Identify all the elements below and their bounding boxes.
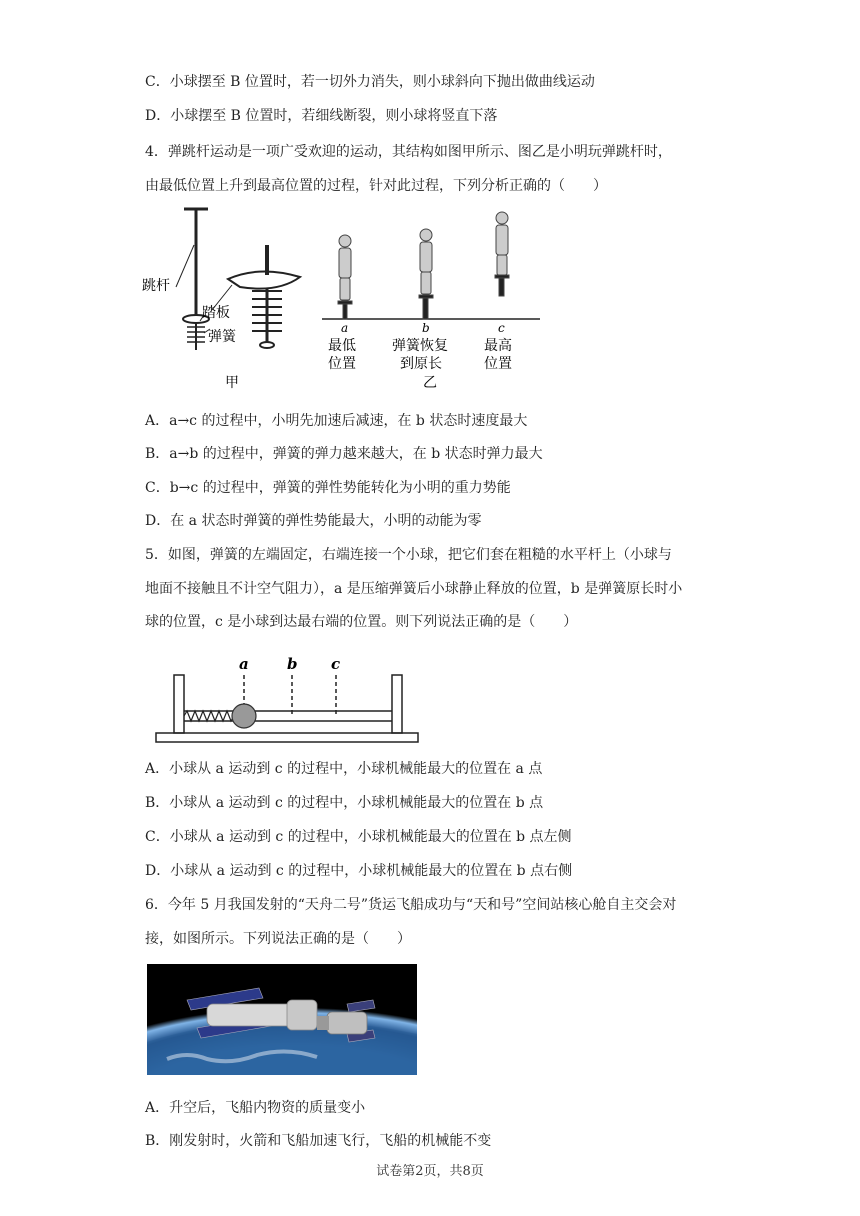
q3-option-c: C．小球摆至 B 位置时，若一切外力消失，则小球斜向下抛出做曲线运动 [145, 74, 595, 90]
person-position-b [419, 229, 433, 319]
caption-yi: 乙 [423, 375, 437, 391]
pogo-stick-diagram [176, 209, 300, 350]
pos-c-line1: 最高 [484, 338, 512, 354]
person-position-a [338, 235, 352, 319]
person-position-c [495, 212, 509, 296]
pos-a-letter: a [341, 321, 349, 335]
q4-option-a: A．a→c 的过程中，小明先加速后减速，在 b 状态时速度最大 [145, 413, 528, 429]
q4-option-c: C．b→c 的过程中，弹簧的弹性势能转化为小明的重力势能 [145, 480, 511, 496]
q6-option-a: A．升空后，飞船内物资的质量变小 [145, 1100, 366, 1116]
pos-b-line1: 弹簧恢复 [392, 338, 448, 354]
label-pedal: 踏板 [202, 305, 230, 321]
q5-stem-line3: 球的位置，c 是小球到达最右端的位置。则下列说法正确的是（ ） [145, 614, 578, 630]
q5-option-b: B．小球从 a 运动到 c 的过程中，小球机械能最大的位置在 b 点 [145, 795, 544, 811]
q5-option-d: D．小球从 a 运动到 c 的过程中，小球机械能最大的位置在 b 点右侧 [145, 863, 573, 879]
pos-c-letter: c [498, 321, 505, 335]
space-station-photo [147, 964, 417, 1075]
q5-spring-diagram [150, 645, 420, 745]
point-a-label: a [239, 655, 249, 673]
pos-b-letter: b [422, 321, 430, 335]
point-c-label: c [331, 655, 341, 673]
q4-option-d: D．在 a 状态时弹簧的弹性势能最大，小明的动能为零 [145, 513, 482, 529]
q5-option-c: C．小球从 a 运动到 c 的过程中，小球机械能最大的位置在 b 点左侧 [145, 829, 572, 845]
pos-b-line2: 到原长 [400, 356, 442, 372]
q5-option-a: A．小球从 a 运动到 c 的过程中，小球机械能最大的位置在 a 点 [145, 761, 543, 777]
label-rod: 跳杆 [142, 278, 170, 294]
label-spring: 弹簧 [208, 329, 236, 345]
page-footer: 试卷第2页，共8页 [376, 1164, 484, 1179]
ball [232, 704, 256, 728]
pos-a-line1: 最低 [328, 338, 356, 354]
q5-stem-line2: 地面不接触且不计空气阻力），a 是压缩弹簧后小球静止释放的位置，b 是弹簧原长时小 [145, 581, 683, 597]
q4-option-b: B．a→b 的过程中，弹簧的弹力越来越大，在 b 状态时弹力最大 [145, 446, 543, 462]
pos-c-line2: 位置 [484, 356, 512, 372]
q4-stem-line2: 由最低位置上升到最高位置的过程，针对此过程，下列分析正确的（ ） [145, 178, 607, 194]
pos-a-line2: 位置 [328, 356, 356, 372]
q3-option-d: D．小球摆至 B 位置时，若细线断裂，则小球将竖直下落 [145, 108, 498, 124]
q4-stem-line1: 4．弹跳杆运动是一项广受欢迎的运动，其结构如图甲所示、图乙是小明玩弹跳杆时， [145, 144, 672, 160]
q6-stem-line1: 6．今年 5 月我国发射的“天舟二号”货运飞船成功与“天和号”空间站核心舱自主交会对 [145, 897, 677, 913]
q6-stem-line2: 接，如图所示。下列说法正确的是（ ） [145, 931, 411, 947]
q4-figure [140, 205, 550, 395]
q5-stem-line1: 5．如图，弹簧的左端固定，右端连接一个小球，把它们套在粗糙的水平杆上（小球与 [145, 547, 672, 563]
caption-jia: 甲 [225, 375, 239, 391]
point-b-label: b [287, 655, 298, 673]
q6-option-b: B．刚发射时，火箭和飞船加速飞行，飞船的机械能不变 [145, 1133, 492, 1149]
